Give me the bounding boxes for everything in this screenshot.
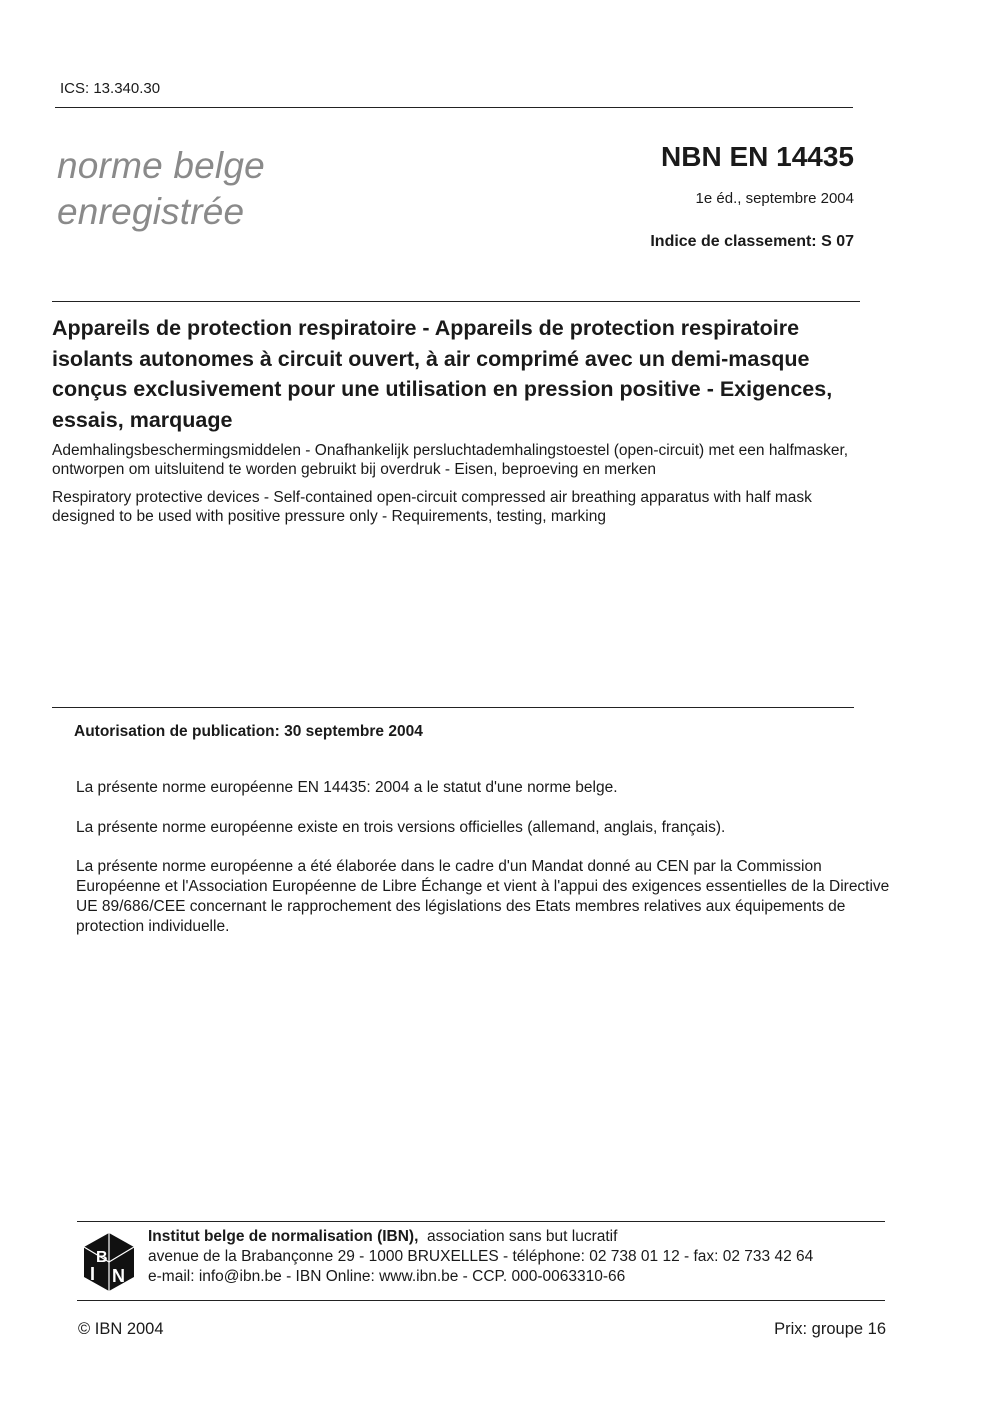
copyright: © IBN 2004	[78, 1320, 164, 1338]
ibn-logo-icon	[83, 1232, 135, 1292]
institute-contact: e-mail: info@ibn.be - IBN Online: www.ibn.be - CCP. 000-0063310-66	[148, 1268, 626, 1285]
ibn-contact-block	[148, 1227, 888, 1287]
logo-letter-i: I	[90, 1264, 96, 1284]
footer-top-rule	[77, 1221, 885, 1222]
institute-type: association sans but lucratif	[427, 1228, 618, 1245]
title-bottom-rule	[52, 707, 854, 708]
paragraph-status: La présente norme européenne EN 14435: 2004 a le statut d'une norme belge.	[76, 779, 618, 796]
logo-letter-n: N	[112, 1266, 125, 1286]
document-number: NBN EN 14435	[661, 141, 854, 172]
header-rule	[55, 107, 853, 108]
title-en: Respiratory protective devices - Self-contained open-circuit compressed air breathing apparatus with half mask designed to be used with positive pressure only - Requirements, testing, marking	[52, 489, 812, 525]
logo-letter-b: B	[96, 1249, 108, 1266]
footer-bottom-rule	[77, 1300, 885, 1301]
paragraph-mandate: La présente norme européenne a été élaborée dans le cadre d'un Mandat donné au CEN par la Commission Européenne et l'Association Européenne de Libre Échange et vient à l'appui des exigences essentielles de la Directive UE 89/686/CEE concernant le rapprochement des législations des Etats membres relatives aux équipements de protection individuelle.	[76, 858, 890, 935]
norme-line-2: enregistrée	[57, 191, 245, 232]
norme-belge-title	[57, 143, 265, 235]
publication-authorisation: Autorisation de publication: 30 septembre 2004	[74, 723, 423, 740]
paragraph-versions: La présente norme européenne existe en trois versions officielles (allemand, anglais, français).	[76, 819, 726, 836]
norme-line-1: norme belge	[57, 145, 265, 186]
institute-address: avenue de la Brabançonne 29 - 1000 BRUXELLES - téléphone: 02 738 01 12 - fax: 02 733 42 64	[148, 1248, 814, 1265]
classification-index: Indice de classement: S 07	[650, 233, 854, 250]
edition-date: 1e éd., septembre 2004	[695, 190, 854, 207]
title-top-rule	[52, 301, 860, 302]
ics-code: ICS: 13.340.30	[60, 80, 161, 97]
price-group: Prix: groupe 16	[774, 1320, 886, 1338]
main-title-fr: Appareils de protection respiratoire - Appareils de protection respiratoire isolants autonomes à circuit ouvert, à air comprimé avec un demi-masque conçus exclusivement pour une utilisation en pression positive - Exigences, essais, marquage	[52, 316, 833, 432]
institute-line	[148, 1227, 888, 1247]
institute-name: Institut belge de normalisation (IBN),	[148, 1228, 419, 1245]
title-nl: Ademhalingsbeschermingsmiddelen - Onafhankelijk persluchtademhalingstoestel (open-circuit) met een halfmasker, ontworpen om uitsluitend te worden gebruikt bij overdruk - Eisen, beproeving en merken	[52, 442, 849, 478]
